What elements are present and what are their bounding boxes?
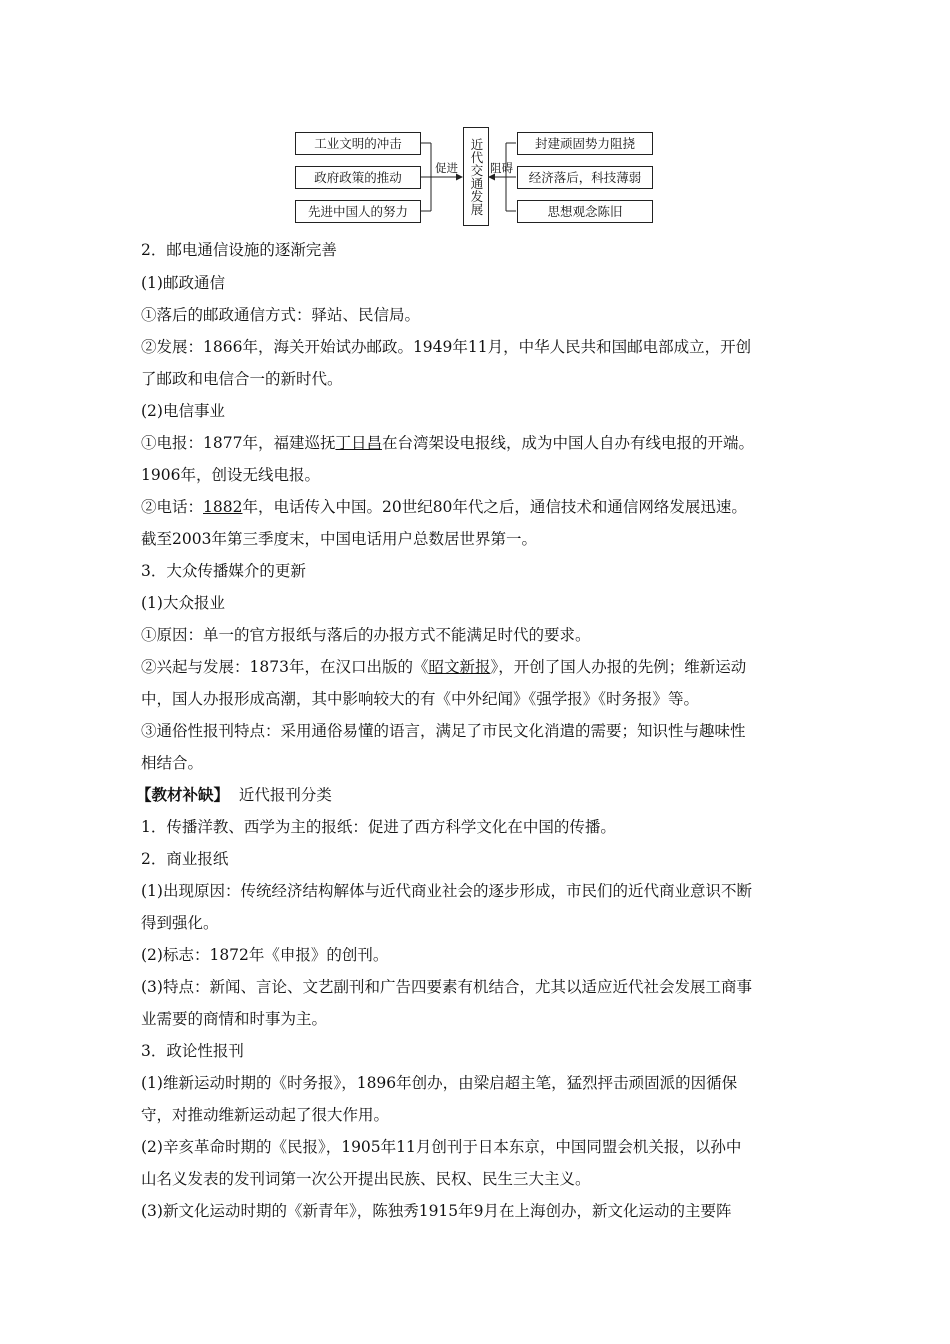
subheading-press: (1)大众报业: [141, 594, 225, 612]
left-box-1: 工业文明的冲击: [295, 132, 421, 155]
supplement-title: 近代报刊分类: [229, 786, 332, 804]
text-span: ②电话：: [141, 498, 204, 516]
text-line: 2．商业报纸: [141, 850, 229, 868]
subheading-postal: (1)邮政通信: [141, 274, 225, 292]
text-line: 相结合。: [141, 754, 204, 772]
text-line: [141, 433, 821, 453]
text-line: ②发展：1866年，海关开始试办邮政。1949年11月，中华人民共和国邮电部成立，开创: [141, 338, 752, 356]
text-line: [141, 657, 821, 677]
factors-diagram: [290, 126, 660, 228]
text-line: (3)特点：新闻、言论、文艺副刊和广告四要素有机结合，尤其以适应近代社会发展工商事: [141, 978, 752, 996]
text-line: ③通俗性报刊特点：采用通俗易懂的语言，满足了市民文化消遣的需要；知识性与趣味性: [141, 722, 746, 740]
subheading-telecom: (2)电信事业: [141, 402, 225, 420]
promote-label: 促进: [435, 161, 458, 175]
supplement-tag: 【教材补缺】: [136, 785, 230, 804]
center-box: [463, 127, 489, 226]
text-line: (1)维新运动时期的《时务报》，1896年创办，由梁启超主笔，猛烈抨击顽固派的因循保: [141, 1074, 738, 1092]
text-line: 了邮政和电信合一的新时代。: [141, 370, 343, 388]
center-label: 近代交通发展: [469, 137, 484, 216]
text-line: ①落后的邮政通信方式：驿站、民信局。: [141, 306, 421, 324]
text-span: 》，开创了国人办报的先例；维新运动: [490, 658, 747, 676]
text-line: 3．政论性报刊: [141, 1042, 244, 1060]
text-line: (2)辛亥革命时期的《民报》，1905年11月创刊于日本东京，中国同盟会机关报，以孙中: [141, 1138, 742, 1156]
left-box-3: 先进中国人的努力: [295, 200, 421, 223]
hinder-label: 阻碍: [490, 161, 513, 175]
text-span: ①电报：1877年，福建巡抚: [141, 434, 336, 452]
supplement-heading: [136, 785, 816, 805]
text-line: 山名义发表的发刊词第一次公开提出民族、民权、民生三大主义。: [141, 1170, 591, 1188]
text-line: 得到强化。: [141, 914, 219, 932]
text-line: 1906年，创设无线电报。: [141, 466, 320, 484]
text-span: ②兴起与发展：1873年，在汉口出版的《: [141, 658, 429, 676]
heading-2: 2．邮电通信设施的逐渐完善: [141, 241, 337, 259]
right-box-2: 经济落后，科技薄弱: [517, 166, 653, 189]
text-line: (2)标志：1872年《申报》的创刊。: [141, 946, 389, 964]
text-line: 1．传播洋教、西学为主的报纸：促进了西方科学文化在中国的传播。: [141, 818, 616, 836]
underlined-newspaper: 昭文新报: [428, 658, 491, 676]
left-box-2: 政府政策的推动: [295, 166, 421, 189]
right-box-1: 封建顽固势力阻挠: [517, 132, 653, 155]
text-span: 在台湾架设电报线，成为中国人自办有线电报的开端。: [381, 434, 754, 452]
text-line: 业需要的商情和时事为主。: [141, 1010, 328, 1028]
underlined-year: 1882: [203, 498, 243, 516]
text-line: 中，国人办报形成高潮，其中影响较大的有《中外纪闻》《强学报》《时务报》等。: [141, 690, 700, 708]
text-line: ①原因：单一的官方报纸与落后的办报方式不能满足时代的要求。: [141, 626, 591, 644]
text-line: [141, 497, 821, 517]
heading-3: 3．大众传播媒介的更新: [141, 562, 306, 580]
text-line: (1)出现原因：传统经济结构解体与近代商业社会的逐步形成，市民们的近代商业意识不断: [141, 882, 752, 900]
text-line: (3)新文化运动时期的《新青年》，陈独秀1915年9月在上海创办，新文化运动的主要阵: [141, 1202, 732, 1220]
underlined-name: 丁日昌: [335, 434, 382, 452]
text-span: 年，电话传入中国。20世纪80年代之后，通信技术和通信网络发展迅速。: [242, 498, 747, 516]
text-line: 守，对推动维新运动起了很大作用。: [141, 1106, 390, 1124]
text-line: 截至2003年第三季度末，中国电话用户总数居世界第一。: [141, 530, 537, 548]
right-box-3: 思想观念陈旧: [517, 200, 653, 223]
